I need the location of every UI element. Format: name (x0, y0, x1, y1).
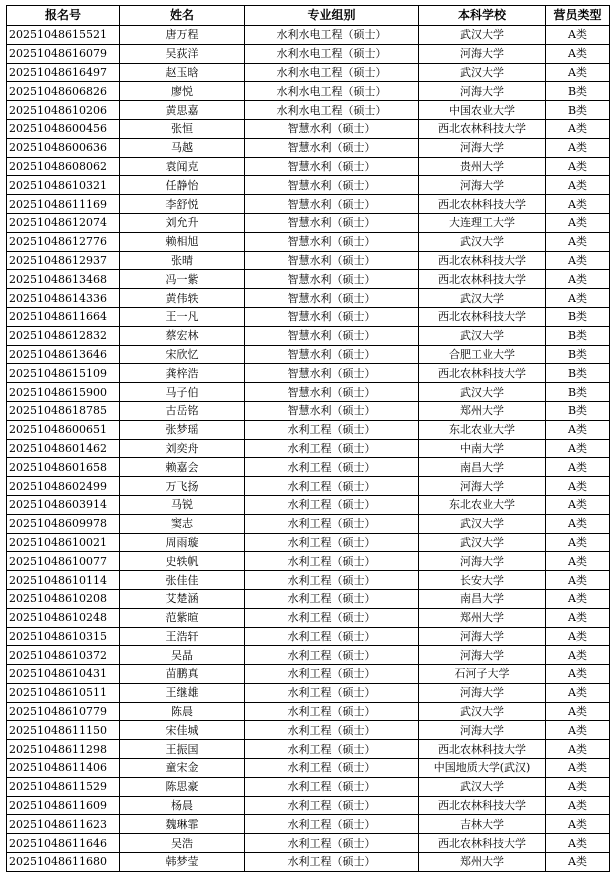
cell-major-group: 水利工程（硕士） (245, 439, 419, 458)
table-row (7, 759, 610, 778)
cell-camper-type: A类 (546, 26, 610, 45)
cell-major-group: 水利工程（硕士） (245, 533, 419, 552)
cell-major-group: 水利工程（硕士） (245, 665, 419, 684)
cell-undergrad-school: 西北农林科技大学 (419, 270, 546, 289)
cell-major-group: 水利工程（硕士） (245, 514, 419, 533)
cell-major-group: 智慧水利（硕士） (245, 307, 419, 326)
table-row (7, 458, 610, 477)
cell-major-group: 水利水电工程（硕士） (245, 44, 419, 63)
cell-registration-id: 20251048610077 (7, 552, 120, 571)
table-row (7, 815, 610, 834)
cell-registration-id: 20251048610208 (7, 589, 120, 608)
cell-camper-type: B类 (546, 401, 610, 420)
cell-undergrad-school: 贵州大学 (419, 157, 546, 176)
cell-major-group: 智慧水利（硕士） (245, 289, 419, 308)
cell-registration-id: 20251048615900 (7, 383, 120, 402)
cell-name: 廖悦 (120, 82, 245, 101)
cell-name: 万飞扬 (120, 477, 245, 496)
cell-undergrad-school: 合肥工业大学 (419, 345, 546, 364)
cell-name: 王浩轩 (120, 627, 245, 646)
cell-undergrad-school: 河海大学 (419, 721, 546, 740)
cell-camper-type: A类 (546, 552, 610, 571)
cell-registration-id: 20251048610431 (7, 665, 120, 684)
cell-major-group: 水利水电工程（硕士） (245, 26, 419, 45)
cell-name: 龚梓浩 (120, 364, 245, 383)
cell-camper-type: A类 (546, 63, 610, 82)
cell-name: 赖相旭 (120, 232, 245, 251)
cell-undergrad-school: 西北农林科技大学 (419, 307, 546, 326)
cell-undergrad-school: 东北农业大学 (419, 420, 546, 439)
table-row (7, 477, 610, 496)
cell-undergrad-school: 河海大学 (419, 82, 546, 101)
cell-registration-id: 20251048610315 (7, 627, 120, 646)
table-row (7, 853, 610, 872)
cell-name: 李舒悦 (120, 195, 245, 214)
table-row (7, 307, 610, 326)
cell-major-group: 水利水电工程（硕士） (245, 101, 419, 120)
table-row (7, 665, 610, 684)
cell-major-group: 水利工程（硕士） (245, 834, 419, 853)
cell-undergrad-school: 武汉大学 (419, 289, 546, 308)
cell-registration-id: 20251048611680 (7, 853, 120, 872)
table-row (7, 232, 610, 251)
cell-registration-id: 20251048602499 (7, 477, 120, 496)
cell-name: 宋佳城 (120, 721, 245, 740)
cell-name: 杨晨 (120, 796, 245, 815)
table-row (7, 627, 610, 646)
cell-camper-type: B类 (546, 101, 610, 120)
camp-roster-table (6, 5, 610, 872)
cell-major-group: 智慧水利（硕士） (245, 195, 419, 214)
cell-undergrad-school: 河海大学 (419, 176, 546, 195)
cell-major-group: 智慧水利（硕士） (245, 176, 419, 195)
cell-major-group: 水利工程（硕士） (245, 552, 419, 571)
cell-major-group: 水利工程（硕士） (245, 815, 419, 834)
cell-registration-id: 20251048608062 (7, 157, 120, 176)
cell-registration-id: 20251048612776 (7, 232, 120, 251)
cell-name: 袁闻克 (120, 157, 245, 176)
cell-name: 张恒 (120, 119, 245, 138)
cell-registration-id: 20251048610511 (7, 683, 120, 702)
cell-undergrad-school: 武汉大学 (419, 514, 546, 533)
cell-undergrad-school: 东北农业大学 (419, 495, 546, 514)
header-registration-id: 报名号 (7, 6, 120, 26)
cell-name: 艾楚涵 (120, 589, 245, 608)
cell-undergrad-school: 武汉大学 (419, 702, 546, 721)
cell-camper-type: A类 (546, 834, 610, 853)
cell-camper-type: A类 (546, 815, 610, 834)
cell-undergrad-school: 武汉大学 (419, 533, 546, 552)
cell-undergrad-school: 郑州大学 (419, 853, 546, 872)
cell-camper-type: A类 (546, 195, 610, 214)
cell-registration-id: 20251048600636 (7, 138, 120, 157)
table-row (7, 119, 610, 138)
cell-camper-type: B类 (546, 383, 610, 402)
cell-camper-type: A类 (546, 759, 610, 778)
table-row (7, 834, 610, 853)
cell-name: 黄思嘉 (120, 101, 245, 120)
cell-major-group: 水利工程（硕士） (245, 759, 419, 778)
cell-undergrad-school: 武汉大学 (419, 777, 546, 796)
cell-undergrad-school: 武汉大学 (419, 326, 546, 345)
table-row (7, 26, 610, 45)
cell-major-group: 水利工程（硕士） (245, 646, 419, 665)
cell-camper-type: A类 (546, 138, 610, 157)
cell-registration-id: 20251048600456 (7, 119, 120, 138)
table-row (7, 740, 610, 759)
table-row (7, 383, 610, 402)
cell-name: 陈思豪 (120, 777, 245, 796)
cell-name: 周雨璇 (120, 533, 245, 552)
cell-name: 蔡宏林 (120, 326, 245, 345)
cell-major-group: 水利工程（硕士） (245, 627, 419, 646)
cell-undergrad-school: 武汉大学 (419, 63, 546, 82)
cell-registration-id: 20251048616079 (7, 44, 120, 63)
cell-major-group: 智慧水利（硕士） (245, 251, 419, 270)
cell-registration-id: 20251048616497 (7, 63, 120, 82)
cell-undergrad-school: 西北农林科技大学 (419, 119, 546, 138)
cell-camper-type: A类 (546, 533, 610, 552)
cell-registration-id: 20251048612074 (7, 213, 120, 232)
table-row (7, 608, 610, 627)
cell-registration-id: 20251048614336 (7, 289, 120, 308)
table-row (7, 552, 610, 571)
cell-registration-id: 20251048611664 (7, 307, 120, 326)
table-row (7, 796, 610, 815)
cell-camper-type: A类 (546, 289, 610, 308)
cell-name: 任静怡 (120, 176, 245, 195)
cell-undergrad-school: 中南大学 (419, 439, 546, 458)
cell-camper-type: A类 (546, 477, 610, 496)
cell-camper-type: A类 (546, 251, 610, 270)
table-row (7, 702, 610, 721)
cell-major-group: 水利工程（硕士） (245, 853, 419, 872)
cell-major-group: 智慧水利（硕士） (245, 119, 419, 138)
cell-name: 童宋金 (120, 759, 245, 778)
cell-undergrad-school: 河海大学 (419, 44, 546, 63)
cell-major-group: 智慧水利（硕士） (245, 138, 419, 157)
cell-undergrad-school: 河海大学 (419, 138, 546, 157)
header-row (7, 6, 610, 26)
cell-undergrad-school: 河海大学 (419, 683, 546, 702)
table-row (7, 195, 610, 214)
table-row (7, 326, 610, 345)
cell-camper-type: A类 (546, 702, 610, 721)
cell-registration-id: 20251048611150 (7, 721, 120, 740)
cell-undergrad-school: 西北农林科技大学 (419, 740, 546, 759)
cell-undergrad-school: 南昌大学 (419, 589, 546, 608)
cell-camper-type: A类 (546, 777, 610, 796)
cell-camper-type: A类 (546, 683, 610, 702)
cell-camper-type: B类 (546, 82, 610, 101)
cell-camper-type: A类 (546, 721, 610, 740)
cell-registration-id: 20251048611609 (7, 796, 120, 815)
cell-major-group: 智慧水利（硕士） (245, 383, 419, 402)
cell-undergrad-school: 西北农林科技大学 (419, 796, 546, 815)
cell-camper-type: A类 (546, 270, 610, 289)
cell-camper-type: A类 (546, 853, 610, 872)
table-row (7, 514, 610, 533)
cell-name: 刘奕舟 (120, 439, 245, 458)
cell-undergrad-school: 石河子大学 (419, 665, 546, 684)
cell-major-group: 智慧水利（硕士） (245, 232, 419, 251)
cell-name: 赖嘉会 (120, 458, 245, 477)
roster-container (6, 5, 610, 872)
cell-major-group: 水利工程（硕士） (245, 589, 419, 608)
cell-name: 冯一紫 (120, 270, 245, 289)
table-row (7, 364, 610, 383)
cell-name: 韩梦莹 (120, 853, 245, 872)
cell-major-group: 水利工程（硕士） (245, 608, 419, 627)
cell-name: 魏琳霏 (120, 815, 245, 834)
table-row (7, 345, 610, 364)
cell-major-group: 水利工程（硕士） (245, 571, 419, 590)
cell-name: 范紫暄 (120, 608, 245, 627)
cell-major-group: 水利工程（硕士） (245, 477, 419, 496)
table-row (7, 495, 610, 514)
cell-registration-id: 20251048611406 (7, 759, 120, 778)
cell-camper-type: B类 (546, 326, 610, 345)
cell-registration-id: 20251048611169 (7, 195, 120, 214)
cell-camper-type: B类 (546, 364, 610, 383)
cell-registration-id: 20251048610321 (7, 176, 120, 195)
table-row (7, 176, 610, 195)
header-camper-type: 营员类型 (546, 6, 610, 26)
cell-registration-id: 20251048606826 (7, 82, 120, 101)
cell-registration-id: 20251048610021 (7, 533, 120, 552)
cell-camper-type: A类 (546, 589, 610, 608)
table-row (7, 289, 610, 308)
cell-registration-id: 20251048610114 (7, 571, 120, 590)
cell-undergrad-school: 武汉大学 (419, 232, 546, 251)
cell-name: 陈晨 (120, 702, 245, 721)
cell-undergrad-school: 西北农林科技大学 (419, 834, 546, 853)
cell-undergrad-school: 郑州大学 (419, 401, 546, 420)
cell-major-group: 智慧水利（硕士） (245, 401, 419, 420)
cell-camper-type: A类 (546, 495, 610, 514)
cell-camper-type: A类 (546, 213, 610, 232)
cell-undergrad-school: 大连理工大学 (419, 213, 546, 232)
cell-name: 吴晶 (120, 646, 245, 665)
table-row (7, 533, 610, 552)
cell-camper-type: A类 (546, 514, 610, 533)
cell-camper-type: A类 (546, 646, 610, 665)
cell-camper-type: B类 (546, 345, 610, 364)
cell-registration-id: 20251048613468 (7, 270, 120, 289)
cell-major-group: 智慧水利（硕士） (245, 157, 419, 176)
table-row (7, 213, 610, 232)
table-row (7, 589, 610, 608)
cell-registration-id: 20251048600651 (7, 420, 120, 439)
cell-name: 张梦瑶 (120, 420, 245, 439)
cell-name: 吴荻洋 (120, 44, 245, 63)
cell-name: 王一凡 (120, 307, 245, 326)
cell-name: 吴浩 (120, 834, 245, 853)
cell-camper-type: A类 (546, 608, 610, 627)
cell-camper-type: A类 (546, 796, 610, 815)
table-row (7, 63, 610, 82)
cell-camper-type: A类 (546, 740, 610, 759)
cell-undergrad-school: 河海大学 (419, 552, 546, 571)
cell-registration-id: 20251048618785 (7, 401, 120, 420)
cell-name: 苗鹏真 (120, 665, 245, 684)
cell-major-group: 水利工程（硕士） (245, 683, 419, 702)
cell-major-group: 智慧水利（硕士） (245, 364, 419, 383)
cell-name: 黄伟轶 (120, 289, 245, 308)
cell-undergrad-school: 中国农业大学 (419, 101, 546, 120)
cell-registration-id: 20251048611623 (7, 815, 120, 834)
cell-registration-id: 20251048613646 (7, 345, 120, 364)
cell-undergrad-school: 河海大学 (419, 646, 546, 665)
cell-registration-id: 20251048615109 (7, 364, 120, 383)
table-row (7, 646, 610, 665)
cell-registration-id: 20251048601462 (7, 439, 120, 458)
cell-camper-type: A类 (546, 119, 610, 138)
cell-major-group: 智慧水利（硕士） (245, 213, 419, 232)
cell-major-group: 水利工程（硕士） (245, 777, 419, 796)
table-row (7, 439, 610, 458)
cell-undergrad-school: 中国地质大学(武汉) (419, 759, 546, 778)
table-row (7, 101, 610, 120)
cell-major-group: 水利工程（硕士） (245, 721, 419, 740)
cell-name: 马越 (120, 138, 245, 157)
table-body (7, 26, 610, 872)
table-row (7, 82, 610, 101)
cell-undergrad-school: 南昌大学 (419, 458, 546, 477)
cell-undergrad-school: 郑州大学 (419, 608, 546, 627)
header-undergrad-school: 本科学校 (419, 6, 546, 26)
cell-registration-id: 20251048609978 (7, 514, 120, 533)
cell-undergrad-school: 西北农林科技大学 (419, 195, 546, 214)
cell-registration-id: 20251048611646 (7, 834, 120, 853)
cell-registration-id: 20251048611298 (7, 740, 120, 759)
table-row (7, 721, 610, 740)
cell-name: 唐万程 (120, 26, 245, 45)
cell-registration-id: 20251048610206 (7, 101, 120, 120)
cell-major-group: 智慧水利（硕士） (245, 326, 419, 345)
cell-camper-type: A类 (546, 627, 610, 646)
cell-major-group: 水利水电工程（硕士） (245, 63, 419, 82)
cell-major-group: 水利工程（硕士） (245, 495, 419, 514)
cell-camper-type: A类 (546, 571, 610, 590)
table-row (7, 420, 610, 439)
cell-undergrad-school: 武汉大学 (419, 383, 546, 402)
cell-registration-id: 20251048610779 (7, 702, 120, 721)
cell-registration-id: 20251048615521 (7, 26, 120, 45)
cell-name: 王振国 (120, 740, 245, 759)
cell-undergrad-school: 河海大学 (419, 477, 546, 496)
cell-camper-type: A类 (546, 44, 610, 63)
cell-major-group: 水利水电工程（硕士） (245, 82, 419, 101)
cell-undergrad-school: 吉林大学 (419, 815, 546, 834)
cell-name: 古岳铭 (120, 401, 245, 420)
cell-name: 马子伯 (120, 383, 245, 402)
table-row (7, 777, 610, 796)
table-row (7, 401, 610, 420)
cell-camper-type: A类 (546, 420, 610, 439)
cell-undergrad-school: 西北农林科技大学 (419, 251, 546, 270)
table-row (7, 571, 610, 590)
cell-camper-type: A类 (546, 439, 610, 458)
table-row (7, 44, 610, 63)
cell-registration-id: 20251048601658 (7, 458, 120, 477)
header-major-group: 专业组别 (245, 6, 419, 26)
cell-registration-id: 20251048612937 (7, 251, 120, 270)
cell-major-group: 智慧水利（硕士） (245, 270, 419, 289)
cell-name: 史轶帆 (120, 552, 245, 571)
cell-registration-id: 20251048612832 (7, 326, 120, 345)
cell-camper-type: A类 (546, 176, 610, 195)
cell-name: 张佳佳 (120, 571, 245, 590)
table-row (7, 138, 610, 157)
cell-major-group: 水利工程（硕士） (245, 796, 419, 815)
table-row (7, 683, 610, 702)
cell-major-group: 水利工程（硕士） (245, 458, 419, 477)
cell-name: 宋欣忆 (120, 345, 245, 364)
cell-name: 窦志 (120, 514, 245, 533)
cell-camper-type: A类 (546, 232, 610, 251)
cell-undergrad-school: 武汉大学 (419, 26, 546, 45)
cell-registration-id: 20251048610248 (7, 608, 120, 627)
cell-registration-id: 20251048611529 (7, 777, 120, 796)
cell-camper-type: A类 (546, 458, 610, 477)
table-row (7, 157, 610, 176)
cell-name: 马锐 (120, 495, 245, 514)
header-name: 姓名 (120, 6, 245, 26)
cell-name: 赵玉晗 (120, 63, 245, 82)
cell-name: 刘允升 (120, 213, 245, 232)
cell-camper-type: A类 (546, 157, 610, 176)
cell-major-group: 水利工程（硕士） (245, 740, 419, 759)
cell-registration-id: 20251048603914 (7, 495, 120, 514)
cell-major-group: 水利工程（硕士） (245, 702, 419, 721)
cell-registration-id: 20251048610372 (7, 646, 120, 665)
cell-name: 张晴 (120, 251, 245, 270)
cell-undergrad-school: 河海大学 (419, 627, 546, 646)
cell-undergrad-school: 长安大学 (419, 571, 546, 590)
cell-camper-type: B类 (546, 307, 610, 326)
cell-name: 王继雄 (120, 683, 245, 702)
table-row (7, 251, 610, 270)
cell-undergrad-school: 西北农林科技大学 (419, 364, 546, 383)
cell-camper-type: A类 (546, 665, 610, 684)
cell-major-group: 水利工程（硕士） (245, 420, 419, 439)
cell-major-group: 智慧水利（硕士） (245, 345, 419, 364)
table-row (7, 270, 610, 289)
